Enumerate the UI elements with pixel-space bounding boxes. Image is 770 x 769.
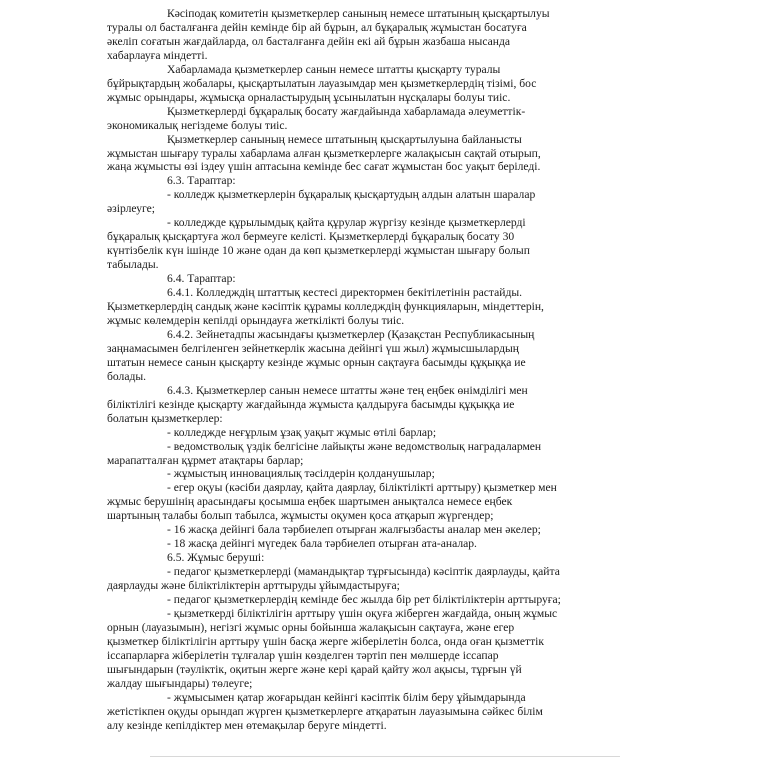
text-line: орнын (лауазымын), негізгі жұмыс орны бойынша жалақысын сақтауға, және егер	[107, 620, 515, 634]
text-line: - егер оқуы (кәсіби даярлау, қайта даярлау, біліктілікті арттыру) қызметкер мен	[167, 481, 557, 495]
text-line: жетістікпен оқуды орындап жүрген қызметкерлерге атқаратын лауазымына сәйкес білім	[107, 704, 543, 718]
text-line: Хабарламада қызметкерлер санын немесе штатты қысқарту туралы	[167, 62, 501, 76]
text-line: Кәсіподақ комитетін қызметкерлер санының немесе штатының қысқартылуы	[167, 7, 550, 20]
text-line: Қызметкерлер санының немесе штатының қысқартылуына байланысты	[167, 132, 522, 146]
text-line: экономикалық негіздеме болуы тиіс.	[107, 118, 288, 132]
text-line: жұмыс көлемдерін кепілді орындауға жеткілікті болуы тиіс.	[107, 313, 405, 327]
text-line: шығындарын (тәуліктік, оқитын жерге және кері қарай қайту жол ақысы, тұрғын үй	[107, 662, 522, 676]
document-body	[107, 7, 740, 733]
text-line: - педагог қызметкерлерді (мамандықтар тұрғысында) кәсіптік даярлауды, қайта	[167, 565, 560, 579]
text-line: - жұмыстың инновациялық тәсілдерін қолданушылар;	[167, 467, 435, 481]
text-line: 6.5. Жұмыс беруші:	[167, 551, 265, 565]
text-line: штатын немесе санын қысқарту кезінде жұмыс орнын сақтауға басымды құқыққа ие	[107, 355, 526, 369]
text-line: әкеліп соғатын жағдайларда, ол басталғанға дейін екі ай бұрын жазбаша нысанда	[107, 34, 511, 48]
text-line: біліктілігі кезінде қысқарту жағдайында жұмыста қалдыруға басымды құқыққа ие	[107, 397, 515, 411]
text-line: 6.3. Тараптар:	[167, 174, 236, 188]
text-line: әзірлеуге;	[107, 202, 155, 216]
text-line: жалдау шығындары) төлеуге;	[107, 676, 253, 690]
text-line: Қызметкерлердің сандық және кәсіптік құрамы колледждің функцияларын, міндеттерін,	[107, 300, 544, 314]
text-line: - 16 жасқа дейінгі бала тәрбиелеп отырған жалғызбасты аналар мен әкелер;	[167, 523, 541, 537]
text-line: бұқаралық қысқартуға жол бермеуге келісті. Қызметкерлерді бұқаралық босату 30	[107, 230, 515, 244]
text-line: жұмыстан шығару туралы хабарлама алған қызметкерлерге жалақысын сақтай отырып,	[107, 146, 541, 160]
text-line: даярлауды және біліктіліктерін арттыруды ұйымдастыруға;	[107, 579, 400, 593]
text-line: бұйрықтардың жобалары, қысқартылатын лауазымдар мен қызметкерлердің тізімі, бос	[107, 76, 537, 90]
text-line: болады.	[107, 369, 147, 383]
text-line: іссапарларға жіберілетін тұлғалар үшін көзделген тәртіп пен мөлшерде іссапар	[107, 648, 499, 662]
text-line: қызметкер біліктілігін арттыру үшін басқа жерге жіберілетін болса, онда оған қызметтік	[107, 634, 545, 648]
page-divider	[150, 756, 620, 757]
text-line: - колледж қызметкерлерін бұқаралық қысқартудың алдын алатын шаралар	[167, 188, 536, 202]
text-line: хабарлауға міндетті.	[107, 48, 208, 62]
text-line: шартының талабы болып табылса, жұмысты оқумен қоса атқарып жүргендер;	[107, 509, 494, 523]
text-line: болатын қызметкерлер:	[107, 411, 223, 425]
text-line: - ведомстволық үздік белгісіне лайықты және ведомстволық наградалармен	[167, 439, 542, 453]
text-line: туралы ол басталғанға дейін кемінде бір ай бұрын, ал бұқаралық жұмыстан босатуға	[107, 20, 527, 34]
text-line: табылады.	[107, 258, 159, 272]
text-line: Қызметкерлерді бұқаралық босату жағдайында хабарламада әлеуметтік-	[167, 104, 526, 118]
text-line: жаңа жұмысты өзі іздеу үшін аптасына кемінде бес сағат жұмыстан бос уақыт беріледі.	[107, 160, 541, 174]
text-line: - колледжде құрылымдық қайта құрулар жүргізу кезінде қызметкерлерді	[167, 216, 526, 230]
text-line: - жұмысымен қатар жоғарыдан кейінгі кәсіптік білім беру ұйымдарында	[167, 690, 526, 704]
text-line: - педагог қызметкерлердің кемінде бес жылда бір рет біліктіліктерін арттыруға;	[167, 593, 561, 607]
text-line: 6.4. Тараптар:	[167, 272, 236, 286]
text-line: заңнамасымен белгіленген зейнеткерлік жасына дейінгі үш жыл) жұмысшылардың	[107, 341, 519, 355]
text-line: 6.4.2. Зейнетадпы жасындағы қызметкерлер (Қазақстан Республикасының	[167, 327, 535, 341]
text-line: - колледжде неғұрлым ұзақ уақыт жұмыс өтілі барлар;	[167, 425, 437, 439]
text-line: жұмыс берушінің арасындағы қосымша еңбек шартымен анықталса немесе еңбек	[107, 495, 513, 509]
text-line: - қызметкерді біліктілігін арттыру үшін оқуға жіберген жағдайда, оның жұмыс	[167, 606, 558, 620]
text-line: - 18 жасқа дейінгі мүгедек бала тәрбиелеп отырған ата-аналар.	[167, 537, 477, 551]
text-line: 6.4.3. Қызметкерлер санын немесе штатты және тең еңбек өнімділігі мен	[167, 383, 528, 397]
text-line: марапатталған құрмет атақтары барлар;	[107, 453, 304, 467]
text-line: жұмыс орындары, жұмысқа орналастырудың ұсынылатын нұсқалары болуы тиіс.	[107, 90, 511, 104]
text-line: 6.4.1. Колледждің штаттық кестесі директормен бекітілетінін растайды.	[167, 286, 523, 300]
text-line: алу кезінде кепілдіктер мен өтемақылар беруге міндетті.	[107, 718, 387, 732]
text-line: күнтізбелік күн ішінде 10 және одан да көп қызметкерлерді жұмыстан шығару болып	[107, 244, 530, 258]
